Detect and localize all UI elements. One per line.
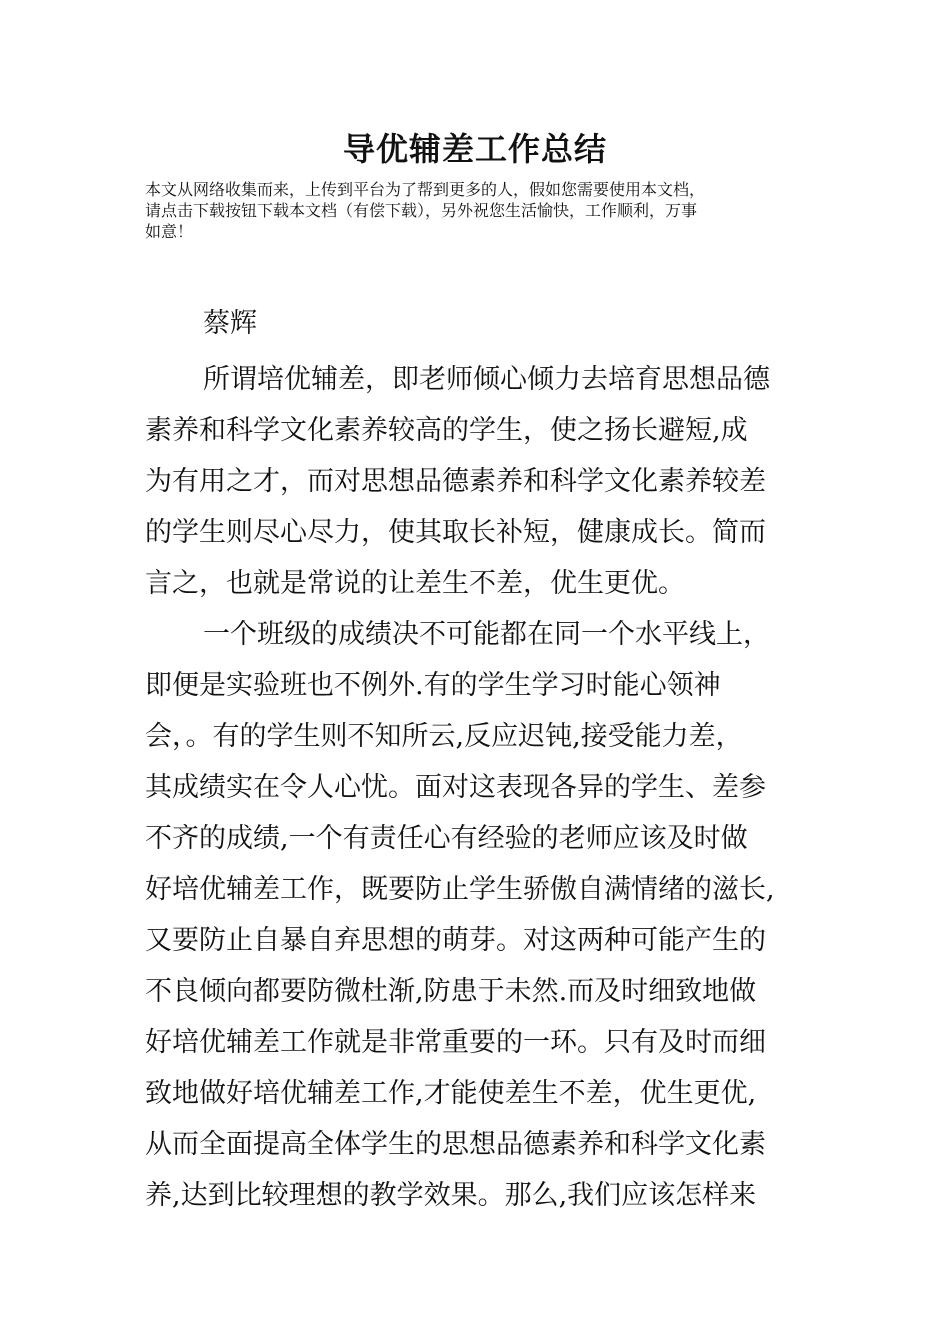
paragraph-line: 言之，也就是常说的让差生不差，优生更优。 xyxy=(145,568,685,599)
paragraph-line: 致地做好培优辅差工作,才能使差生不差，优生更优, xyxy=(145,1078,757,1109)
paragraph-line: 好培优辅差工作就是非常重要的一环。只有及时而细 xyxy=(145,1027,766,1058)
author-name: 蔡辉 xyxy=(203,308,257,339)
paragraph-line: 养,达到比较理想的教学效果。那么,我们应该怎样来 xyxy=(145,1180,757,1211)
paragraph-line: 一个班级的成绩决不可能都在同一个水平线上， xyxy=(203,619,770,650)
paragraph-line: 为有用之才，而对思想品德素养和科学文化素养较差 xyxy=(145,466,766,497)
paragraph-line: 好培优辅差工作，既要防止学生骄傲自满情绪的滋长, xyxy=(145,874,775,905)
paragraph-line: 会，。有的学生则不知所云,反应迟钝,接受能力差， xyxy=(145,721,743,752)
paragraph-line: 从而全面提高全体学生的思想品德素养和科学文化素 xyxy=(145,1129,766,1160)
download-notice xyxy=(145,179,825,242)
paragraph-line: 的学生则尽心尽力，使其取长补短，健康成长。简而 xyxy=(145,517,766,548)
paragraph-line: 素养和科学文化素养较高的学生，使之扬长避短,成 xyxy=(145,415,748,446)
notice-line: 请点击下载按钮下载本文档（有偿下载），另外祝您生活愉快，工作顺利，万事 xyxy=(145,201,698,220)
paragraph-line: 其成绩实在令人心忧。面对这表现各异的学生、差参 xyxy=(145,772,766,803)
paragraph-line: 即便是实验班也不例外.有的学生学习时能心领神 xyxy=(145,670,721,701)
document-title: 导优辅差工作总结 xyxy=(342,130,607,168)
paragraph-line: 又要防止自暴自弃思想的萌芽。对这两种可能产生的 xyxy=(145,925,766,956)
notice-line: 本文从网络收集而来，上传到平台为了帮到更多的人，假如您需要使用本文档， xyxy=(145,180,706,199)
paragraph-line: 所谓培优辅差，即老师倾心倾力去培育思想品德 xyxy=(203,364,770,395)
paragraph-line: 不良倾向都要防微杜渐,防患于未然.而及时细致地做 xyxy=(145,976,757,1007)
notice-line: 如意！ xyxy=(145,222,194,241)
body-text xyxy=(145,354,825,1221)
paragraph-line: 不齐的成绩,一个有责任心有经验的老师应该及时做 xyxy=(145,823,748,854)
